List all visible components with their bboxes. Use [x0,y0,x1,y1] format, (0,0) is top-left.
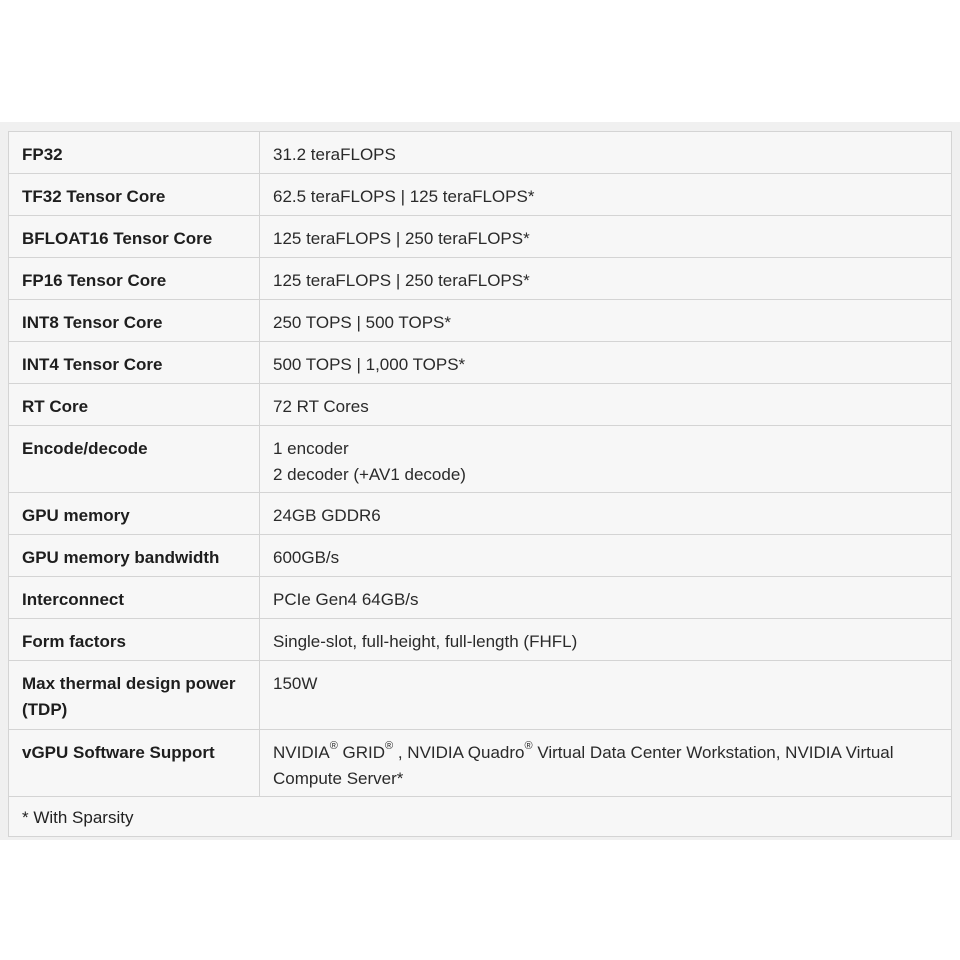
row-value: 150W [260,661,952,730]
table-row [9,493,952,535]
row-label: Max thermal design power (TDP) [9,661,260,730]
row-label: Form factors [9,619,260,661]
row-label: TF32 Tensor Core [9,174,260,216]
row-value: 250 TOPS | 500 TOPS* [260,300,952,342]
row-value: 72 RT Cores [260,384,952,426]
table-row [9,216,952,258]
row-label: FP16 Tensor Core [9,258,260,300]
row-label: INT4 Tensor Core [9,342,260,384]
vgpu-text-grid: GRID [337,743,386,762]
registered-mark: ® [524,740,533,753]
table-row [9,258,952,300]
table-row [9,426,952,493]
table-row [9,174,952,216]
row-label: Encode/decode [9,426,260,493]
row-value: 600GB/s [260,535,952,577]
row-value: 125 teraFLOPS | 250 teraFLOPS* [260,258,952,300]
row-value: 500 TOPS | 1,000 TOPS* [260,342,952,384]
row-label: FP32 [9,132,260,174]
footnote-row [9,797,952,837]
vgpu-text-rest: Virtual Data Center Workstation, NVIDIA Virtual Compute Server* [273,743,894,788]
table-row [9,730,952,797]
row-label: vGPU Software Support [9,730,260,797]
row-label: BFLOAT16 Tensor Core [9,216,260,258]
registered-mark: ® [385,740,394,753]
table-row [9,619,952,661]
table-row [9,300,952,342]
vgpu-text-quadro: , NVIDIA Quadro [393,743,525,762]
table-row [9,535,952,577]
footnote: * With Sparsity [9,797,952,837]
row-label: GPU memory [9,493,260,535]
row-label: Interconnect [9,577,260,619]
table-row [9,132,952,174]
row-value [260,426,952,493]
value-line: 2 decoder (+AV1 decode) [273,465,466,484]
row-value: PCIe Gen4 64GB/s [260,577,952,619]
registered-mark: ® [329,740,338,753]
row-value: 24GB GDDR6 [260,493,952,535]
table-row [9,342,952,384]
row-value: 62.5 teraFLOPS | 125 teraFLOPS* [260,174,952,216]
row-label: RT Core [9,384,260,426]
table-row [9,661,952,730]
row-label: GPU memory bandwidth [9,535,260,577]
row-value [260,730,952,797]
row-value: 125 teraFLOPS | 250 teraFLOPS* [260,216,952,258]
value-line: 1 encoder [273,439,349,458]
table-row [9,384,952,426]
vgpu-text-nvidia: NVIDIA [273,743,330,762]
table-row [9,577,952,619]
spec-table [8,131,952,837]
row-value: Single-slot, full-height, full-length (FHFL) [260,619,952,661]
row-value: 31.2 teraFLOPS [260,132,952,174]
row-label: INT8 Tensor Core [9,300,260,342]
